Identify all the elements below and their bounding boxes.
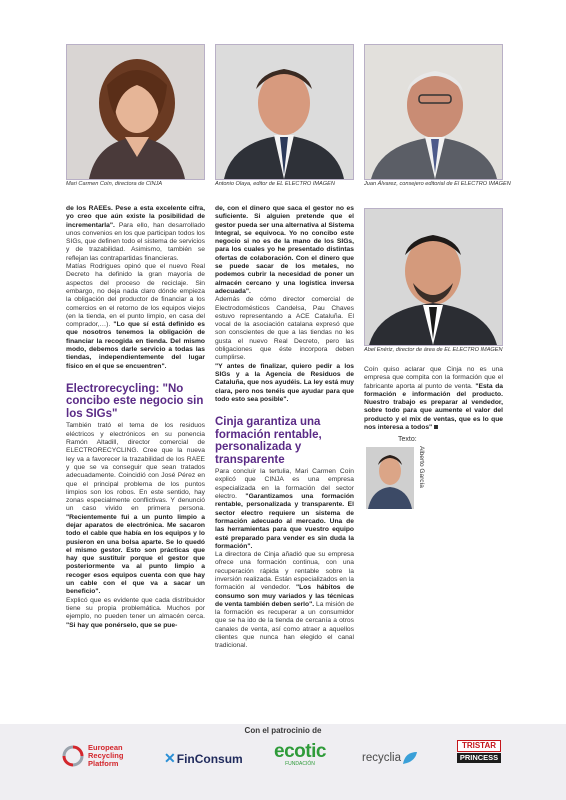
paragraph: Además de cómo director comercial de Electrodomésticos Candelsa, Pau Chaves estuvo representando a ACE Cataluña. El vocal de la asociación catalana expresó que son conscientes de que a las tiendas no les gusta el nuevo Real Decreto, pero las obligaciones que éste incorpora deben cumplirse.: [215, 296, 354, 362]
end-mark-icon: [434, 425, 438, 429]
sponsor-european-recycling-platform: European Recycling Platform: [62, 744, 123, 768]
paragraph: de, con el dinero que saca el gestor no es suficiente. Si alguien pretende que el gestor pueda ser una alternativa al Sistema Integral, se equivoca. Yo no concibo este negocio si no es de la mano de los SIGs, para los cuales yo he presentado distintas ofertas de colaboración. Con el dinero que se puede sacar de los metales, no podemos cubrir la necesidad de poner un almacén cercano y una logística inversa adecuada".: [215, 205, 354, 295]
paragraph: "Y antes de finalizar, quiero pedir a los SIGs y a la Agencia de Residuos de Cataluña, que nos ayudéis. La ley está muy clara, pero nos tenéis que ayudar para que todo esto sea posible".: [215, 362, 354, 403]
paragraph: Para concluir la tertulia, Mari Carmen Coín explicó que CINJA es una empresa especializada en la formación del sector electro. "Garantizamos una formación rentable, personalizada y transparente. El sector electro requiere un sistema de formación adecuado al mercado. Una de las herramientas para que vuestro equipo esté preparado para vender es sin duda la formación".: [215, 468, 354, 550]
recyclia-leaf-icon: [401, 750, 419, 766]
photo-juan-alvarez: [364, 44, 503, 180]
sponsor-finconsum: ✕ FinConsum: [164, 750, 243, 766]
caption-abel-eneriz: Abel Enériz, director de área de EL ELECTRO IMAGEN: [364, 347, 503, 353]
photo-mari-carmen-coin: [66, 44, 205, 180]
paragraph: Matías Rodrigues opinó que el nuevo Real Decreto ha definido la gran mayoría de aspectos del proceso de reciclaje. Sin embargo, no deja nada claro dónde empieza la obligación del productor de financiar a los comercios en el retorno de los equipos viejos (en la tienda, en el punto limpio, en casa del comprador,…). "Lo que sí está definido es que nosotros tenemos la obligación de financiar la recogida en tienda. Del mismo modo, debemos darle servicio a todas las tiendas, independientemente del lugar físico en el que se encuentren".: [66, 263, 205, 370]
paragraph: de los RAEEs. Pese a esta excelente cifra, yo creo que aún existe la posibilidad de incrementarla". Para ello, han desarrollado unos convenios en los que participan todos los SIGs, que definen todo el sistema de servicios y de trazabilidad. Asimismo, también se reflejan las contrapartidas financieras.: [66, 205, 205, 262]
paragraph: También trató el tema de los residuos eléctricos y electrónicos en su ponencia Ramón Altadill, director comercial de ELECTRORECYCLING. Cree que la nueva ley va a favorecer la trazabilidad de los RAEE y que se va conseguir que sean tratados adecuadamente. Coincidió con José Pérez en que el principal problema de los puntos limpios son los robos. En este sentido, hay zonas especialmente conflictivas. Y denunció un caso vivido en primera persona. "Recientemente fui a un punto limpio a dejar aparatos de electrónica. Me sacaron todo el cable que había en los equipos y lo pusieron en una bolsa aparte. Se lo quedó el mismo gestor. Esto son prácticas que hay que sustituir porque el gestor que posteriormente va al punto limpio a recoger esos equipos cuenta con que hay un cable con el que va a sacar un beneficio".: [66, 422, 205, 596]
sponsor-title: Con el patrocinio de: [244, 726, 322, 735]
finconsum-star-icon: ✕: [164, 750, 176, 766]
article-column-1: [66, 205, 205, 630]
erp-logo-icon: [62, 745, 84, 767]
paragraph: Coín quiso aclarar que Cinja no es una empresa que compita con la formación que el fabricante aporta al punto de venta. "Esta da formación e información del producto. Nuestro trabajo es preparar al vendedor, sobre todo para que aumente el valor del producto y el mix de ventas, que es lo que nos interesa a todos": [364, 366, 503, 432]
paragraph: Explicó que es evidente que cada distribuidor tiene su propia problemática. Muchos por ejemplo, no pueden tener un almacén cerca. "Si hay que ponérselo, que se pue-: [66, 596, 205, 629]
author-label: Texto:: [398, 436, 417, 443]
article-column-3: [364, 366, 503, 432]
author-name: Alberto García: [418, 446, 425, 488]
paragraph: La directora de Cinja añadió que su empresa ofrece una formación continua, con una recuperación rápida y rentable sobre la inversión realizada. Están especializados en la formación al vendedor. "Los hábitos de consumo son muy variados y las técnicas de venta también deben serlo". La misión de la formación es recuperar a un consumidor que se ha ido de la tienda de cercanía a otros canales de venta, así como atraer a aquellos clientes que nunca han elegido el canal tradicional.: [215, 551, 354, 650]
section-heading-electrorecycling: Electrorecycling: "No concibo este negocio sin los SIGs": [66, 382, 204, 420]
photo-author: [366, 447, 414, 509]
sponsor-recyclia: recyclia: [362, 750, 419, 766]
sponsor-tristar-princess: TRISTAR PRINCESS: [457, 740, 501, 763]
caption-juan-alvarez: Juan Álvarez, consejero editorial de El ELECTRO IMAGEN: [364, 181, 511, 187]
photo-antonio-olaya: [215, 44, 354, 180]
caption-mari-carmen-coin: Mari Carmen Coín, directora de CINJA: [66, 181, 163, 187]
caption-antonio-olaya: Antonio Olaya, editor de EL ELECTRO IMAGEN: [215, 181, 335, 187]
article-column-2: [215, 205, 354, 651]
photo-abel-eneriz: [364, 208, 503, 346]
section-heading-cinja: Cinja garantiza una formación rentable, personalizada y transparente: [215, 416, 322, 466]
sponsor-ecotic: ecotic FUNDACIÓN: [274, 741, 326, 767]
